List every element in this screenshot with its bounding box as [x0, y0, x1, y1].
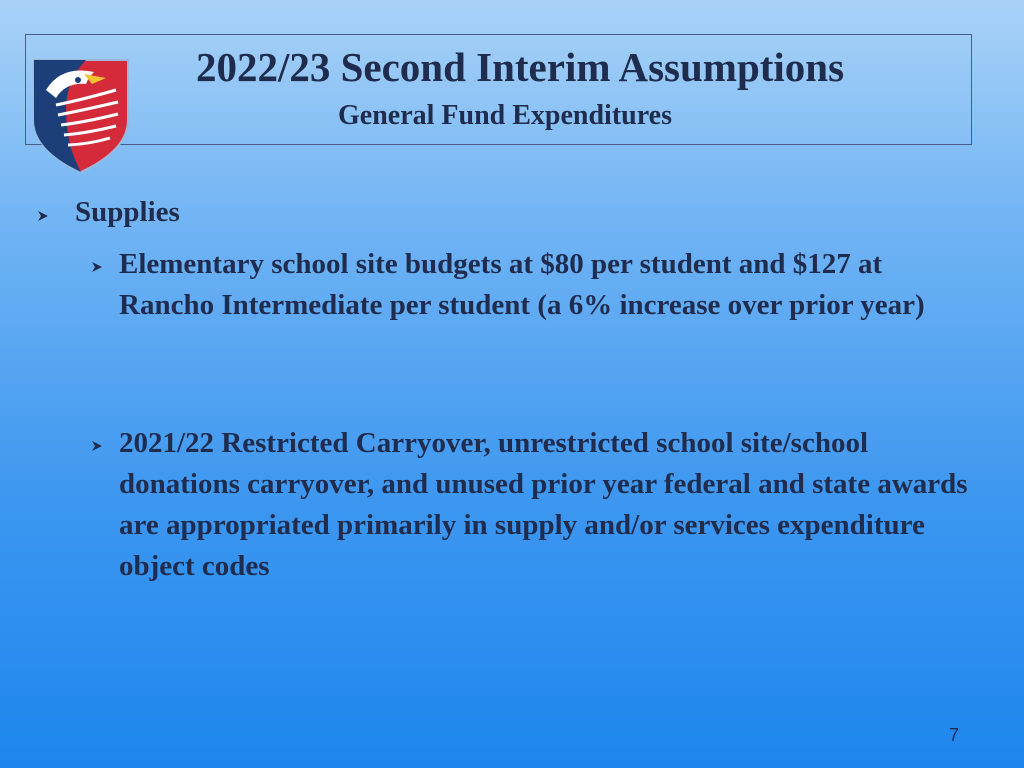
- bullet-elementary-budgets: Elementary school site budgets at $80 per student and $127 at Rancho Intermediate per student (a 6% increase over prior year): [119, 248, 925, 321]
- bullet-supplies: Supplies: [75, 196, 180, 228]
- arrow-bullet-icon: [90, 439, 104, 453]
- arrow-bullet-icon: [90, 260, 104, 274]
- page-number: 7: [949, 725, 960, 745]
- page-subtitle: General Fund Expenditures: [338, 100, 672, 131]
- page-title: 2022/23 Second Interim Assumptions: [195, 44, 845, 90]
- arrow-bullet-icon: [36, 209, 50, 223]
- bullet-carryover: 2021/22 Restricted Carryover, unrestricted school site/school donations carryover, and unused prior year federal and state awards are appropriated primarily in supply and/or services expenditure object codes: [119, 427, 968, 582]
